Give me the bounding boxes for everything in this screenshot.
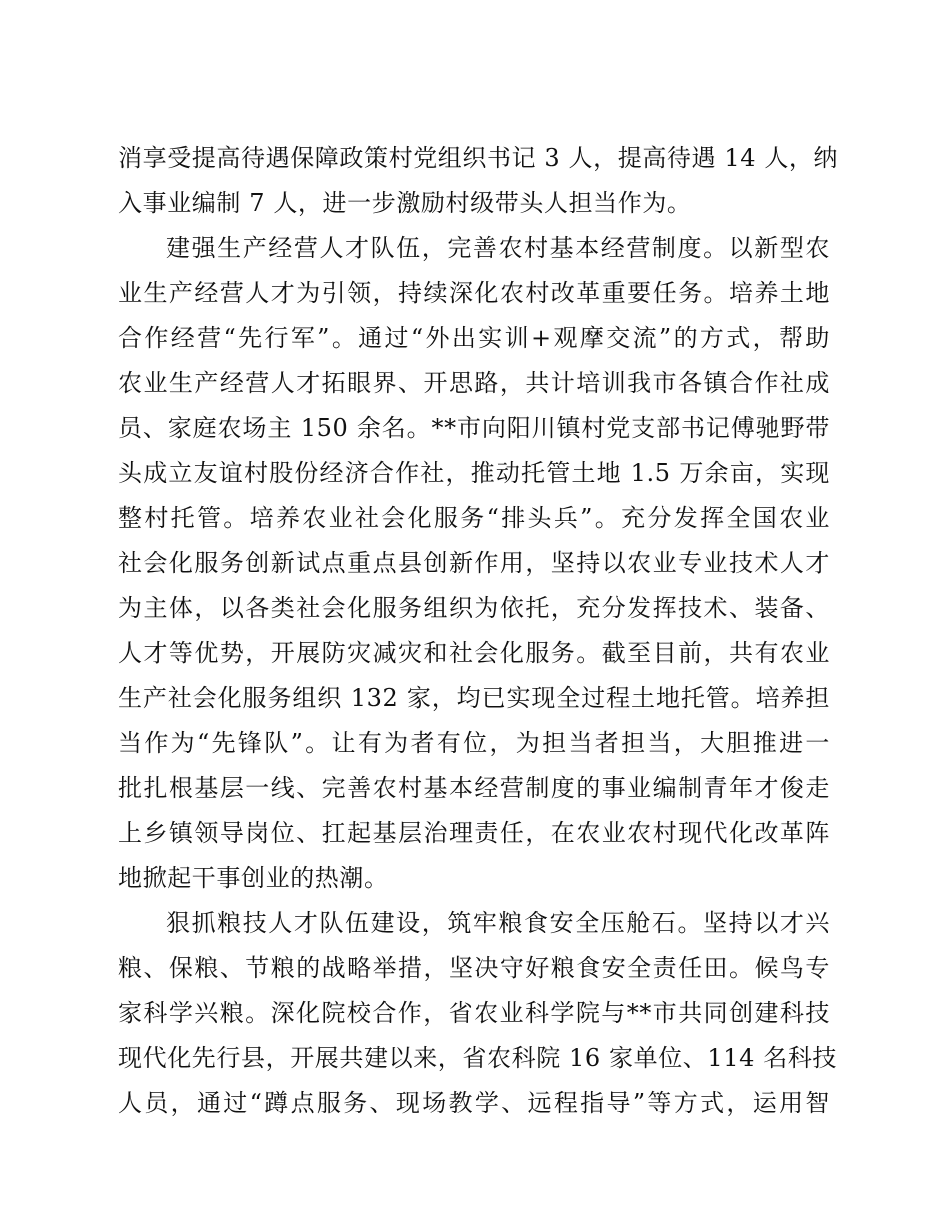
text-line: 家科学兴粮。深化院校合作，省农业科学院与**市共同创建科技 <box>118 999 830 1027</box>
text-line: 粮、保粮、节粮的战略举措，坚决守好粮食安全责任田。候鸟专 <box>118 954 830 982</box>
text-line: 消享受提高待遇保障政策村党组织书记 3 人，提高待遇 14 人，纳 <box>118 144 839 172</box>
text-line: 员、家庭农场主 150 余名。**市向阳川镇村党支部书记傅驰野带 <box>118 414 830 442</box>
text-line: 地掀起干事创业的热潮。 <box>118 864 389 892</box>
text-line: 整村托管。培养农业社会化服务“排头兵”。充分发挥全国农业 <box>118 504 830 532</box>
text-line: 社会化服务创新试点重点县创新作用，坚持以农业专业技术人才 <box>118 549 830 577</box>
text-line: 人才等优势，开展防灾减灾和社会化服务。截至目前，共有农业 <box>118 639 830 667</box>
text-line: 当作为“先锋队”。让有为者有位，为担当者担当，大胆推进一 <box>118 729 830 757</box>
paragraph <box>118 226 830 901</box>
text-line: 入事业编制 7 人，进一步激励村级带头人担当作为。 <box>118 189 692 217</box>
paragraph <box>118 901 838 1126</box>
text-line: 合作经营“先行军”。通过“外出实训+观摩交流”的方式，帮助 <box>118 324 830 352</box>
text-line: 为主体，以各类社会化服务组织为依托，充分发挥技术、装备、 <box>118 594 830 622</box>
paragraph <box>118 136 839 226</box>
text-line: 人员，通过“蹲点服务、现场教学、远程指导”等方式，运用智 <box>118 1089 830 1117</box>
text-line: 批扎根基层一线、完善农村基本经营制度的事业编制青年才俊走 <box>118 774 830 802</box>
text-line: 农业生产经营人才拓眼界、开思路，共计培训我市各镇合作社成 <box>118 369 830 397</box>
document-page <box>118 136 839 1126</box>
text-line: 狠抓粮技人才队伍建设，筑牢粮食安全压舱石。坚持以才兴 <box>166 909 830 937</box>
text-line: 建强生产经营人才队伍，完善农村基本经营制度。以新型农 <box>166 234 830 262</box>
text-line: 业生产经营人才为引领，持续深化农村改革重要任务。培养土地 <box>118 279 830 307</box>
text-line: 生产社会化服务组织 132 家，均已实现全过程土地托管。培养担 <box>118 684 830 712</box>
text-line: 头成立友谊村股份经济合作社，推动托管土地 1.5 万余亩，实现 <box>118 459 830 487</box>
text-line: 上乡镇领导岗位、扛起基层治理责任，在农业农村现代化改革阵 <box>118 819 830 847</box>
text-line: 现代化先行县，开展共建以来，省农科院 16 家单位、114 名科技 <box>118 1044 838 1072</box>
